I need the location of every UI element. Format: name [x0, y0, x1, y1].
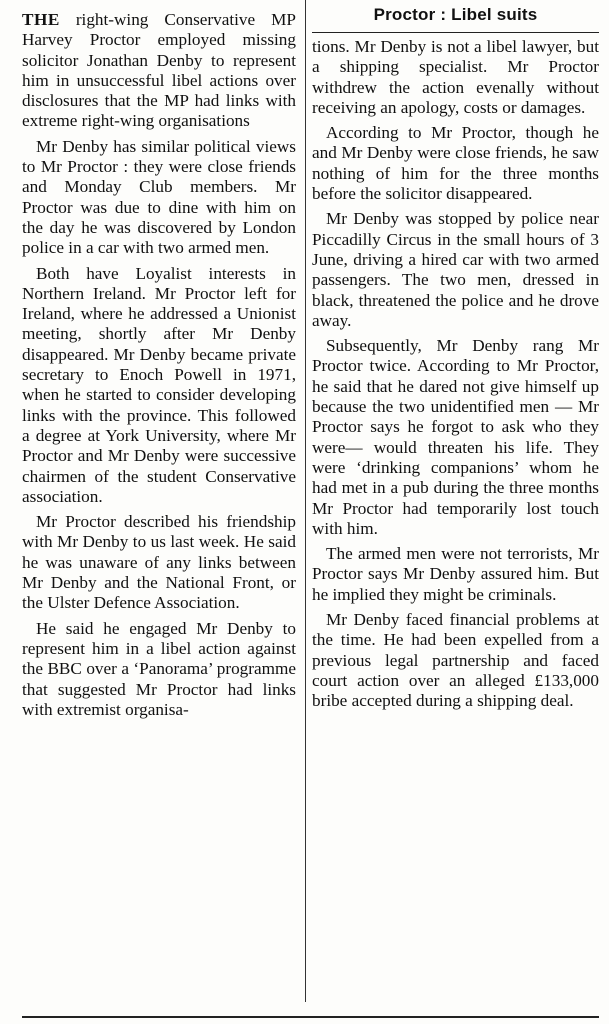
headline: Proctor : Libel suits [373, 4, 538, 24]
article-paragraph: Mr Denby has similar political views to Mr Proctor : they were close friends and Monday Club members. Mr Proctor was due to dine with him on the day he was discovered by London police in a car with two armed men. [22, 136, 296, 258]
article-paragraph: Mr Proctor described his friendship with Mr Denby to us last week. He said he was unaware of any links between Mr Denby and the National Front, or the Ulster Defence Association. [22, 512, 296, 613]
bottom-rule [22, 1016, 599, 1018]
article-paragraph: tions. Mr Denby is not a libel lawyer, but a shipping specialist. Mr Proctor withdrew the action evenally without receiving an apology, costs or damages. [312, 37, 599, 117]
article-paragraph: Mr Denby faced financial problems at the time. He had been expelled from a previous legal partnership and faced court action over an alleged £133,000 bribe accepted during a shipping deal. [312, 610, 599, 711]
article-column-left [22, 10, 296, 725]
headline-box [312, 0, 599, 33]
paragraph-text: right-wing Conservative MP Harvey Proctor employed missing solicitor Jonathan Denby to represent him in unsuccessful libel actions over disclosures that the MP had links with extreme right-wing organisations [22, 10, 296, 131]
article-paragraph: Mr Denby was stopped by police near Piccadilly Circus in the small hours of 3 June, driving a hired car with two armed passengers. The two men, dressed in black, threatened the police and he drove away. [312, 209, 599, 330]
article-paragraph: The armed men were not terrorists, Mr Proctor says Mr Denby assured him. But he implied they might be criminals. [312, 544, 599, 604]
article-column-right [312, 4, 599, 717]
article-paragraph: Subsequently, Mr Denby rang Mr Proctor twice. According to Mr Proctor, he said that he dared not give himself up because the two unidentified men — Mr Proctor says he forgot to ask who they were— would threaten his life. They were ‘drinking companions’ whom he had met in a pub during the three months Mr Proctor had temporarily lost touch with him. [312, 336, 599, 538]
article-paragraph: Both have Loyalist interests in Northern Ireland. Mr Proctor left for Ireland, where he addressed a Unionist meeting, shortly after Mr Denby disappeared. Mr Denby became private secretary to Enoch Powell in 1971, when he started to consider developing links with the province. This followed a degree at York University, where Mr Proctor and Mr Denby were successive chairmen of the student Conservative association. [22, 263, 296, 506]
article-paragraph: According to Mr Proctor, though he and Mr Denby were close friends, he saw nothing of him for the three months before the solicitor disappeared. [312, 123, 599, 204]
article-paragraph [22, 10, 296, 132]
column-divider [305, 0, 306, 1002]
article-paragraph: He said he engaged Mr Denby to represent him in a libel action against the BBC over a ‘Panorama’ programme that suggested Mr Proctor had links with extremist organisa- [22, 618, 296, 719]
lead-caps: THE [22, 10, 60, 29]
